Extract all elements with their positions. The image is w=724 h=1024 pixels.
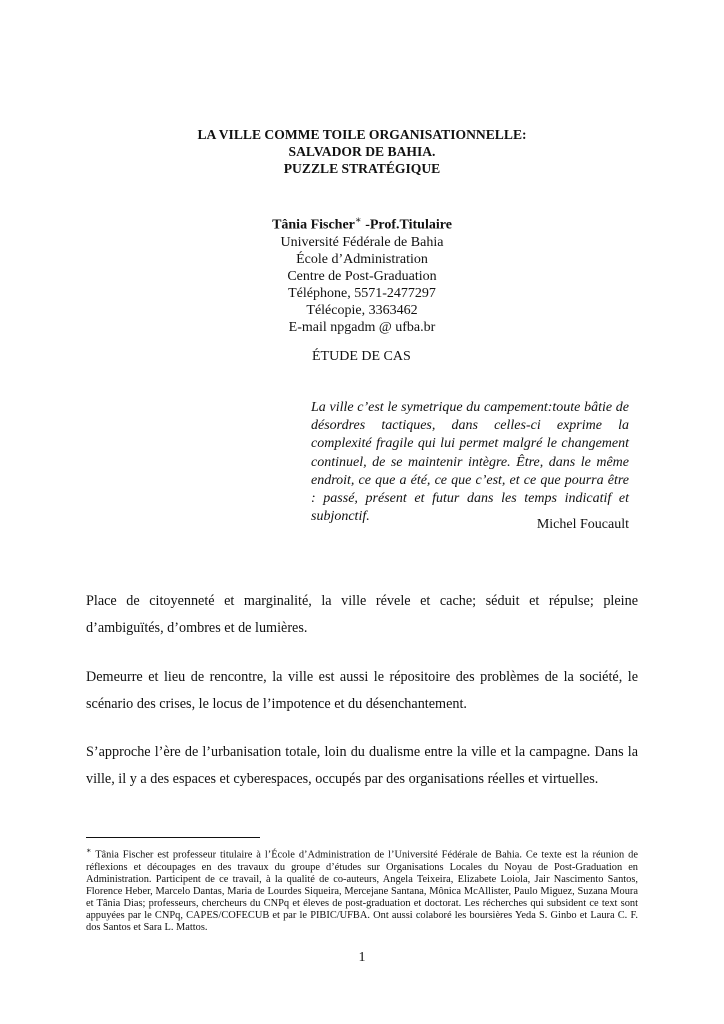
footnote-divider xyxy=(86,837,260,838)
author-block xyxy=(0,212,724,336)
document-title xyxy=(0,126,724,177)
author-phone: Téléphone, 5571-2477297 xyxy=(288,285,436,301)
body-paragraph-1: Place de citoyenneté et marginalité, la ville révele et cache; séduit et répulse; pleine d’ambiguïtés, d’ombres et de lumières. xyxy=(86,593,638,636)
case-study-label: ÉTUDE DE CAS xyxy=(312,349,411,364)
footnote-text: Tânia Fischer est professeur titulaire à l’École d’Administration de l’Université Fédérale de Bahia. Ce texte est la réunion de réflexions et découpages en des travaux du groupe d’études sur Organisations Locales du Noyau de Post-Graduation en Administration. Participent de ce travail, à la qualité de co-auteurs, Angela Teixeira, Elizabete Loiola, Jair Nascimento Santos, Florence Heber, Marcelo Dantas, Maria de Lourdes Siqueira, Mercejane Santana, Mônica McAllister, Paulo Miguez, Suzana Moura et Tânia Dias; professeurs, chercheurs du CNPq et éleves de post-graduation et doctorat. Les récherches qui subsident ce text sont appuyées par le CNPq, CAPES/COFECUB et par le PIBIC/UFBA. Ont aussi colaboré les boursières Yeda S. Ginbo et Laura C. F. dos Santos et Sara L. Mattos. xyxy=(86,849,638,934)
body-paragraph-2: Demeurre et lieu de rencontre, la ville est aussi le répositoire des problèmes de la société, le scénario des crises, le locus de l’impotence et du désenchantement. xyxy=(86,669,638,712)
author-center: Centre de Post-Graduation xyxy=(287,268,437,284)
footnote-marker-note: ∗ xyxy=(86,846,92,855)
author-university: Université Fédérale de Bahia xyxy=(280,234,444,250)
author-line xyxy=(0,212,724,234)
page-number: 1 xyxy=(358,950,366,965)
author-email: E-mail npgadm @ ufba.br xyxy=(288,319,436,335)
footnote-marker: ∗ xyxy=(354,215,362,226)
epigraph-author: Michel Foucault xyxy=(536,517,629,532)
author-name: Tânia Fischer xyxy=(272,217,355,233)
author-school: École d’Administration xyxy=(296,251,428,267)
author-fax: Télécopie, 3363462 xyxy=(306,302,418,318)
footnote xyxy=(86,845,638,934)
author-role xyxy=(362,218,452,233)
epigraph-quote: La ville c’est le symetrique du campement:toute bâtie de désordres tactiques, dans celles-ci exprime la complexité fragile qui lui permet malgré le changement continuel, de se maintenir intègre. Être, dans le même endroit, ce que a été, ce que c’est, et ce que pourra être : passé, présent et futur dans les temps indicatif et subjonctif. xyxy=(311,400,629,525)
body-paragraph-3: S’approche l’ère de l’urbanisation totale, loin du dualisme entre la ville et la campagne. Dans la ville, il y a des espaces et cyberespaces, occupés par des organisations réelles et virtuelles. xyxy=(86,744,638,787)
author-role-text: -Prof.Titulaire xyxy=(361,217,452,233)
title-line-2: SALVADOR DE BAHIA. xyxy=(288,144,436,159)
title-line-3: PUZZLE STRATÉGIQUE xyxy=(283,161,441,176)
title-line-1: LA VILLE COMME TOILE ORGANISATIONNELLE: xyxy=(197,127,527,142)
